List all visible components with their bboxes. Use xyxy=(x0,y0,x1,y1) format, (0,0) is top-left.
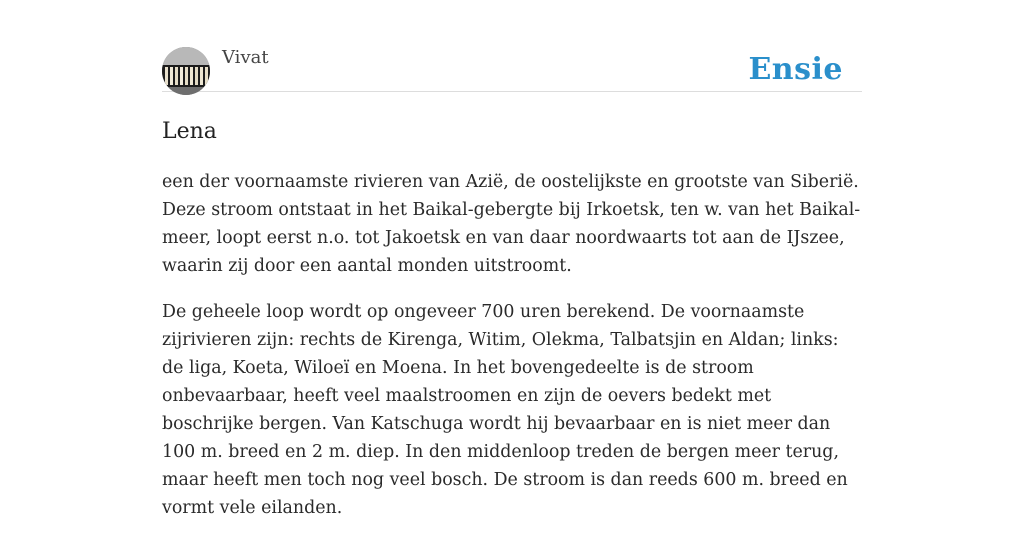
article-page xyxy=(162,0,862,540)
article-title: Lena xyxy=(162,119,217,144)
bookshelf-avatar-icon xyxy=(162,47,210,95)
brand-logo[interactable]: Ensie xyxy=(748,52,843,87)
article-body xyxy=(162,168,862,522)
author-name[interactable]: Vivat xyxy=(222,47,269,68)
header xyxy=(162,0,862,92)
avatar[interactable] xyxy=(162,47,210,95)
paragraph-2: De geheele loop wordt op ongeveer 700 uren berekend. De voornaamste zijrivieren zijn: rechts de Kirenga, Witim, Olekma, Talbatsjin en Aldan; links: de liga, Koeta, Wiloeï en Moena. In het bovengedeelte is de stroom onbevaarbaar, heeft veel maalstroomen en zijn de oevers bedekt met boschrijke bergen. Van Katschuga wordt hij bevaarbaar en is niet meer dan 100 m. breed en 2 m. diep. In den middenloop treden de bergen meer terug, maar heeft men toch nog veel bosch. De stroom is dan reeds 600 m. breed en vormt vele eilanden. xyxy=(162,302,848,518)
paragraph-1: een der voornaamste rivieren van Azië, de oostelijkste en grootste van Siberië. Deze stroom ontstaat in het Baikal-gebergte bij Irkoetsk, ten w. van het Baikal-meer, loopt eerst n.o. tot Jakoetsk en van daar noordwaarts tot aan de IJszee, waarin zij door een aantal monden uitstroomt. xyxy=(162,172,861,276)
